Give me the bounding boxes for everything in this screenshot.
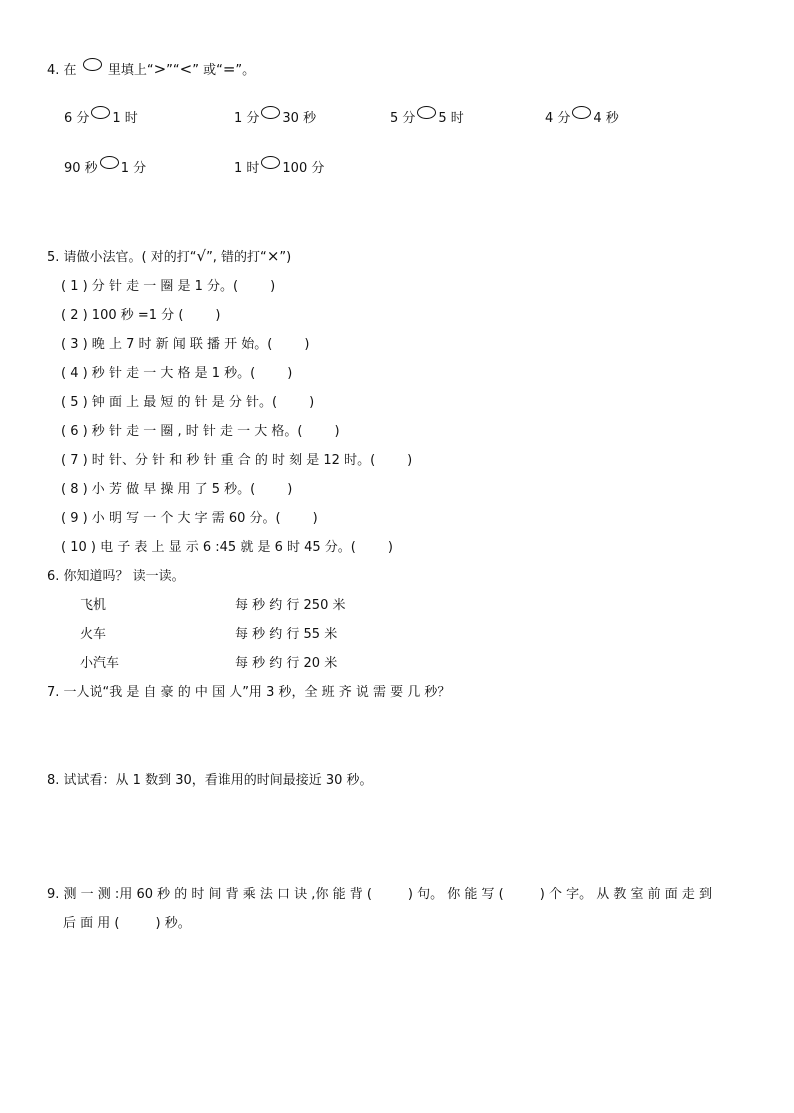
vehicle-name: 火车 xyxy=(80,627,107,642)
judge-item: ( 2 ) 100 秒 =1 分 ( ) xyxy=(61,308,221,323)
compare-item: 90 秒 1 分 xyxy=(64,156,146,176)
q7-text: 7. 一人说“我 是 自 豪 的 中 国 人”用 3 秒，全 班 齐 说 需 要 几 秒？ xyxy=(47,685,451,700)
judge-item: ( 5 ) 钟 面 上 最 短 的 针 是 分 针。( ) xyxy=(61,395,315,410)
compare-oval[interactable] xyxy=(261,106,280,119)
question-number: 5. xyxy=(47,250,60,265)
vehicle-name: 飞机 xyxy=(80,598,107,613)
compare-item: 4 分 4 秒 xyxy=(545,106,619,126)
judge-item: ( 6 ) 秒 针 走 一 圈 , 时 针 走 一 大 格。( ) xyxy=(61,424,340,439)
compare-oval[interactable] xyxy=(91,106,110,119)
q6-header: 6. 你知道吗？ 读一读。 xyxy=(47,569,185,584)
compare-item: 5 分 5 时 xyxy=(390,106,464,126)
compare-item: 1 时 100 分 xyxy=(234,156,324,176)
judge-item: ( 4 ) 秒 针 走 一 大 格 是 1 秒。( ) xyxy=(61,366,293,381)
q9-line2: 后 面 用 ( ) 秒。 xyxy=(63,916,191,931)
check-mark-icon: √ xyxy=(196,247,207,265)
judge-item: ( 8 ) 小 芳 做 早 操 用 了 5 秒。( ) xyxy=(61,482,293,497)
vehicle-name: 小汽车 xyxy=(80,656,120,671)
vehicle-speed: 每 秒 约 行 55 米 xyxy=(235,627,338,642)
compare-item: 6 分 1 时 xyxy=(64,106,138,126)
judge-item: ( 7 ) 时 针、分 针 和 秒 针 重 合 的 时 刻 是 12 时。( ) xyxy=(61,453,413,468)
compare-oval[interactable] xyxy=(100,156,119,169)
compare-oval[interactable] xyxy=(261,156,280,169)
vehicle-speed: 每 秒 约 行 20 米 xyxy=(235,656,338,671)
q9-line1: 9. 测 一 测 :用 60 秒 的 时 间 背 乘 法 口 诀 ,你 能 背 ( ) 句。 你 能 写 ( ) 个 字。 从 教 室 前 面 走 到 xyxy=(47,887,712,902)
judge-item: ( 9 ) 小 明 写 一 个 大 字 需 60 分。( ) xyxy=(61,511,318,526)
judge-item: ( 3 ) 晚 上 7 时 新 闻 联 播 开 始。( ) xyxy=(61,337,310,352)
cross-mark-icon: × xyxy=(266,247,280,265)
q5-header: 5. 请做小法官。( 对的打“√”, 错的打“×”) xyxy=(47,247,292,265)
vehicle-speed: 每 秒 约 行 250 米 xyxy=(235,598,346,613)
q4-header: 4. 在 里填上“>”“<” 或“=”。 xyxy=(47,60,256,78)
judge-item: ( 1 ) 分 针 走 一 圈 是 1 分。( ) xyxy=(61,279,276,294)
compare-oval[interactable] xyxy=(417,106,436,119)
compare-item: 1 分 30 秒 xyxy=(234,106,316,126)
question-number: 4. xyxy=(47,63,60,78)
compare-oval[interactable] xyxy=(572,106,591,119)
q8-text: 8. 试试看：从 1 数到 30，看谁用的时间最接近 30 秒。 xyxy=(47,773,373,788)
oval-blank xyxy=(83,58,102,71)
judge-item: ( 10 ) 电 子 表 上 显 示 6 :45 就 是 6 时 45 分。( ) xyxy=(61,540,393,555)
